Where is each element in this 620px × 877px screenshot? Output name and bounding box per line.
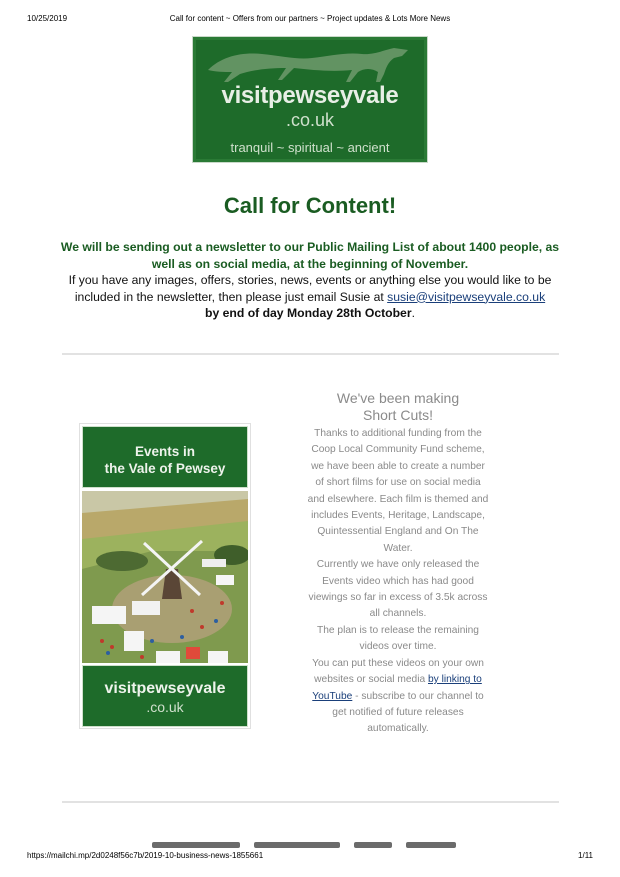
logo-brand: visitpewseyvale [221, 82, 399, 109]
short-cuts-paragraph-4: You can put these videos on your own websites or social media [312, 657, 484, 686]
intro-deadline: by end of day Monday 28th October [205, 306, 412, 320]
poster-title-panel [82, 426, 248, 488]
aerial-windmill-photo [82, 491, 248, 663]
visitpewseyvale-logo[interactable] [193, 37, 427, 162]
poster-title-line2: the Vale of Pewsey [104, 461, 226, 476]
short-cuts-heading-line2: Short Cuts! [362, 407, 434, 423]
section-divider-2 [62, 801, 559, 803]
print-date: 10/25/2019 [27, 14, 68, 23]
short-cuts-heading-line1: We've been making [336, 390, 460, 406]
youtube-link[interactable]: by linking to YouTube [312, 674, 482, 702]
logo-domain: .co.uk [285, 110, 335, 130]
short-cuts-paragraph-2: Currently we have only released the Events video which has had good viewings so far in excess of 3.5k across all channels. [308, 559, 488, 620]
short-cuts-paragraph-4-end: - subscribe to our channel to get notified of future releases automatically. [332, 690, 484, 735]
short-cuts-paragraph-3: The plan is to release the remaining videos over time. [317, 624, 479, 653]
poster-title [83, 443, 247, 477]
short-cuts-heading [307, 390, 489, 424]
poster-title-line1: Events in [134, 444, 196, 459]
print-url: https://mailchi.mp/2d0248f56c7b/2019-10-business-news-1855661 [27, 851, 264, 860]
short-cuts-body [307, 426, 489, 738]
intro-text [56, 239, 564, 322]
print-title: Call for content ~ Offers from our partners ~ Project updates & Lots More News [169, 14, 451, 23]
poster-brand-panel [82, 665, 248, 727]
section-divider [62, 353, 559, 355]
print-page-number: 1/11 [578, 851, 593, 860]
intro-deadline-suffix: . [411, 306, 415, 320]
poster-domain: .co.uk [146, 699, 184, 715]
short-cuts-paragraph-1: Thanks to additional funding from the Coop Local Community Fund scheme, we have been able to create a number of short films for use on social media and elsewhere. Each film is themed and includes Events, Heritage, Landscape, Quintessential England and On The Water. [307, 428, 489, 554]
events-poster-image[interactable] [79, 423, 251, 729]
intro-highlight: We will be sending out a newsletter to our Public Mailing List of about 1400 people, as well as on social media, at the beginning of November. [60, 240, 560, 271]
page-heading: Call for Content! [223, 193, 397, 218]
white-horse-icon [202, 46, 418, 86]
poster-brand: visitpewseyvale [104, 680, 226, 697]
logo-tagline: tranquil ~ spiritual ~ ancient [230, 140, 390, 155]
email-link[interactable]: susie@visitpewseyvale.co.uk [387, 289, 546, 304]
intro-body: If you have any images, offers, stories, news, events or anything else you would like to be included in the newsletter, then please just email Susie at [68, 273, 552, 304]
short-cuts-section [307, 390, 489, 738]
